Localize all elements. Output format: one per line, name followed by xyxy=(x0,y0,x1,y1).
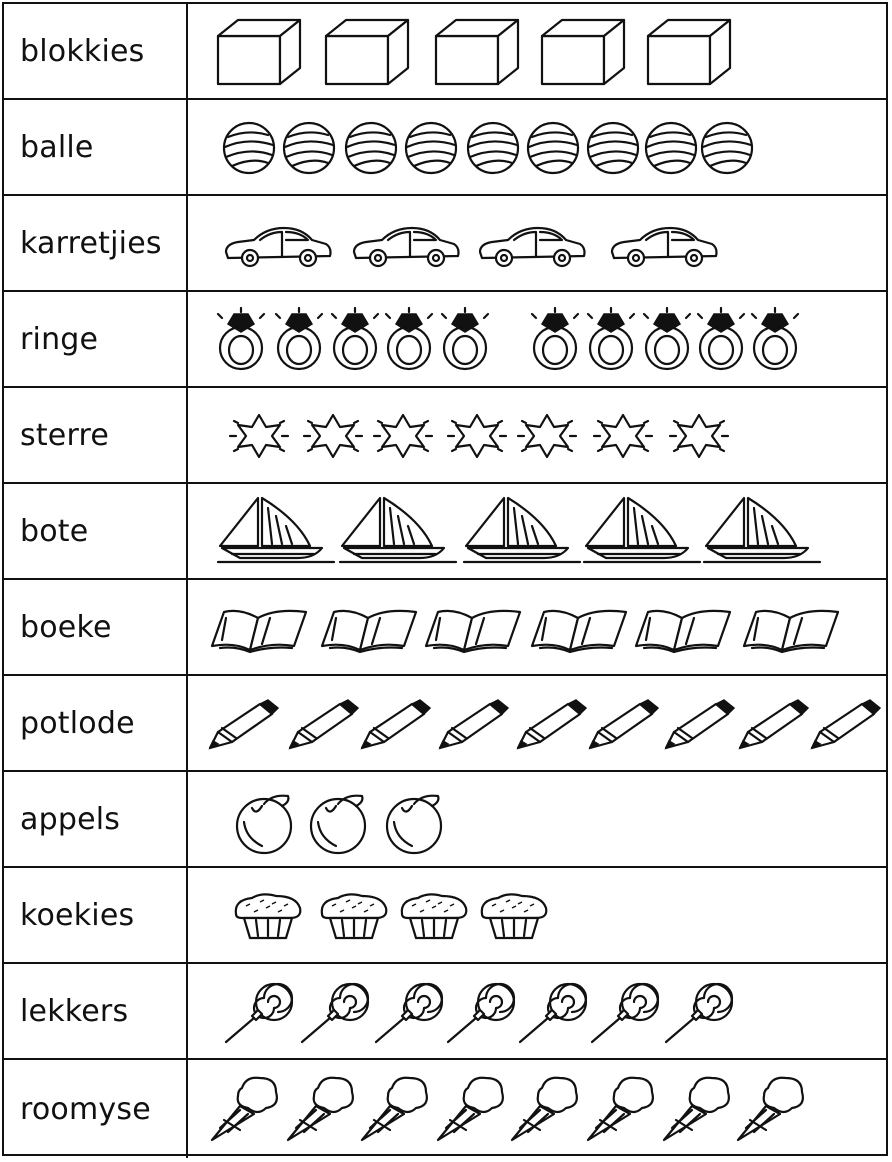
row-label: appels xyxy=(4,772,188,866)
muffin-icon xyxy=(318,892,390,940)
ice-cream-icon xyxy=(436,1076,506,1142)
star-icon xyxy=(592,411,654,461)
ball-icon xyxy=(222,121,276,175)
picture-cell xyxy=(188,100,886,194)
pencil-icon xyxy=(288,700,360,750)
row-bote xyxy=(4,484,886,580)
lollipop-icon xyxy=(662,982,734,1044)
ring-icon xyxy=(440,312,490,370)
book-icon xyxy=(210,606,308,652)
row-koekies xyxy=(4,868,886,964)
picture-cell xyxy=(188,676,886,770)
pencil-icon xyxy=(208,700,280,750)
row-appels xyxy=(4,772,886,868)
muffin-icon xyxy=(398,892,470,940)
pencil-icon xyxy=(664,700,736,750)
pencil-icon xyxy=(738,700,810,750)
ice-cream-icon xyxy=(736,1076,806,1142)
row-balle xyxy=(4,100,886,196)
row-label: sterre xyxy=(4,388,188,482)
picture-cell xyxy=(188,964,886,1058)
ball-icon xyxy=(586,121,640,175)
ring-icon xyxy=(216,312,266,370)
apple-icon xyxy=(382,792,448,852)
ball-icon xyxy=(282,121,336,175)
muffin-icon xyxy=(478,892,550,940)
book-icon xyxy=(530,606,628,652)
sailboat-icon xyxy=(464,496,580,566)
ring-icon xyxy=(530,312,580,370)
row-label: boeke xyxy=(4,580,188,674)
ball-icon xyxy=(700,121,754,175)
star-icon xyxy=(372,411,434,461)
ring-icon xyxy=(750,312,800,370)
row-label: ringe xyxy=(4,292,188,386)
book-icon xyxy=(742,606,840,652)
lollipop-icon xyxy=(516,982,588,1044)
pencil-icon xyxy=(588,700,660,750)
apple-icon xyxy=(306,792,372,852)
book-icon xyxy=(634,606,732,652)
picture-cell xyxy=(188,1060,886,1158)
picture-cell xyxy=(188,292,886,386)
sailboat-icon xyxy=(218,496,334,566)
lollipop-icon xyxy=(222,982,294,1044)
lollipop-icon xyxy=(444,982,516,1044)
picture-cell xyxy=(188,196,886,290)
cube-icon xyxy=(540,18,626,86)
row-label: bote xyxy=(4,484,188,578)
ball-icon xyxy=(644,121,698,175)
ring-icon xyxy=(330,312,380,370)
ball-icon xyxy=(404,121,458,175)
row-label: lekkers xyxy=(4,964,188,1058)
lollipop-icon xyxy=(298,982,370,1044)
row-label: balle xyxy=(4,100,188,194)
row-label: koekies xyxy=(4,868,188,962)
picture-cell xyxy=(188,4,886,98)
row-boeke xyxy=(4,580,886,676)
row-roomyse xyxy=(4,1060,886,1158)
row-label: blokkies xyxy=(4,4,188,98)
ice-cream-icon xyxy=(586,1076,656,1142)
star-icon xyxy=(668,411,730,461)
car-icon xyxy=(476,224,588,266)
cube-icon xyxy=(216,18,302,86)
ice-cream-icon xyxy=(286,1076,356,1142)
row-karretjies xyxy=(4,196,886,292)
sailboat-icon xyxy=(704,496,820,566)
star-icon xyxy=(446,411,508,461)
star-icon xyxy=(228,411,290,461)
car-icon xyxy=(222,224,334,266)
apple-icon xyxy=(232,792,298,852)
ring-icon xyxy=(586,312,636,370)
ball-icon xyxy=(344,121,398,175)
sailboat-icon xyxy=(584,496,700,566)
pencil-icon xyxy=(516,700,588,750)
picture-cell xyxy=(188,868,886,962)
book-icon xyxy=(424,606,522,652)
picture-cell xyxy=(188,580,886,674)
ice-cream-icon xyxy=(510,1076,580,1142)
row-sterre xyxy=(4,388,886,484)
ring-icon xyxy=(384,312,434,370)
muffin-icon xyxy=(232,892,304,940)
ring-icon xyxy=(274,312,324,370)
picture-cell xyxy=(188,772,886,866)
pencil-icon xyxy=(438,700,510,750)
ice-cream-icon xyxy=(662,1076,732,1142)
sailboat-icon xyxy=(340,496,456,566)
car-icon xyxy=(350,224,462,266)
ring-icon xyxy=(642,312,692,370)
cube-icon xyxy=(434,18,520,86)
star-icon xyxy=(516,411,578,461)
cube-icon xyxy=(324,18,410,86)
counting-worksheet-table xyxy=(2,2,888,1156)
ball-icon xyxy=(526,121,580,175)
lollipop-icon xyxy=(372,982,444,1044)
picture-cell xyxy=(188,388,886,482)
picture-cell xyxy=(188,484,886,578)
ice-cream-icon xyxy=(210,1076,280,1142)
row-label: roomyse xyxy=(4,1060,188,1158)
book-icon xyxy=(320,606,418,652)
cube-icon xyxy=(646,18,732,86)
lollipop-icon xyxy=(588,982,660,1044)
row-potlode xyxy=(4,676,886,772)
row-label: karretjies xyxy=(4,196,188,290)
car-icon xyxy=(608,224,720,266)
row-blokkies xyxy=(4,4,886,100)
ball-icon xyxy=(466,121,520,175)
ice-cream-icon xyxy=(360,1076,430,1142)
star-icon xyxy=(302,411,364,461)
ring-icon xyxy=(696,312,746,370)
row-lekkers xyxy=(4,964,886,1060)
row-label: potlode xyxy=(4,676,188,770)
pencil-icon xyxy=(810,700,882,750)
row-ringe xyxy=(4,292,886,388)
pencil-icon xyxy=(360,700,432,750)
